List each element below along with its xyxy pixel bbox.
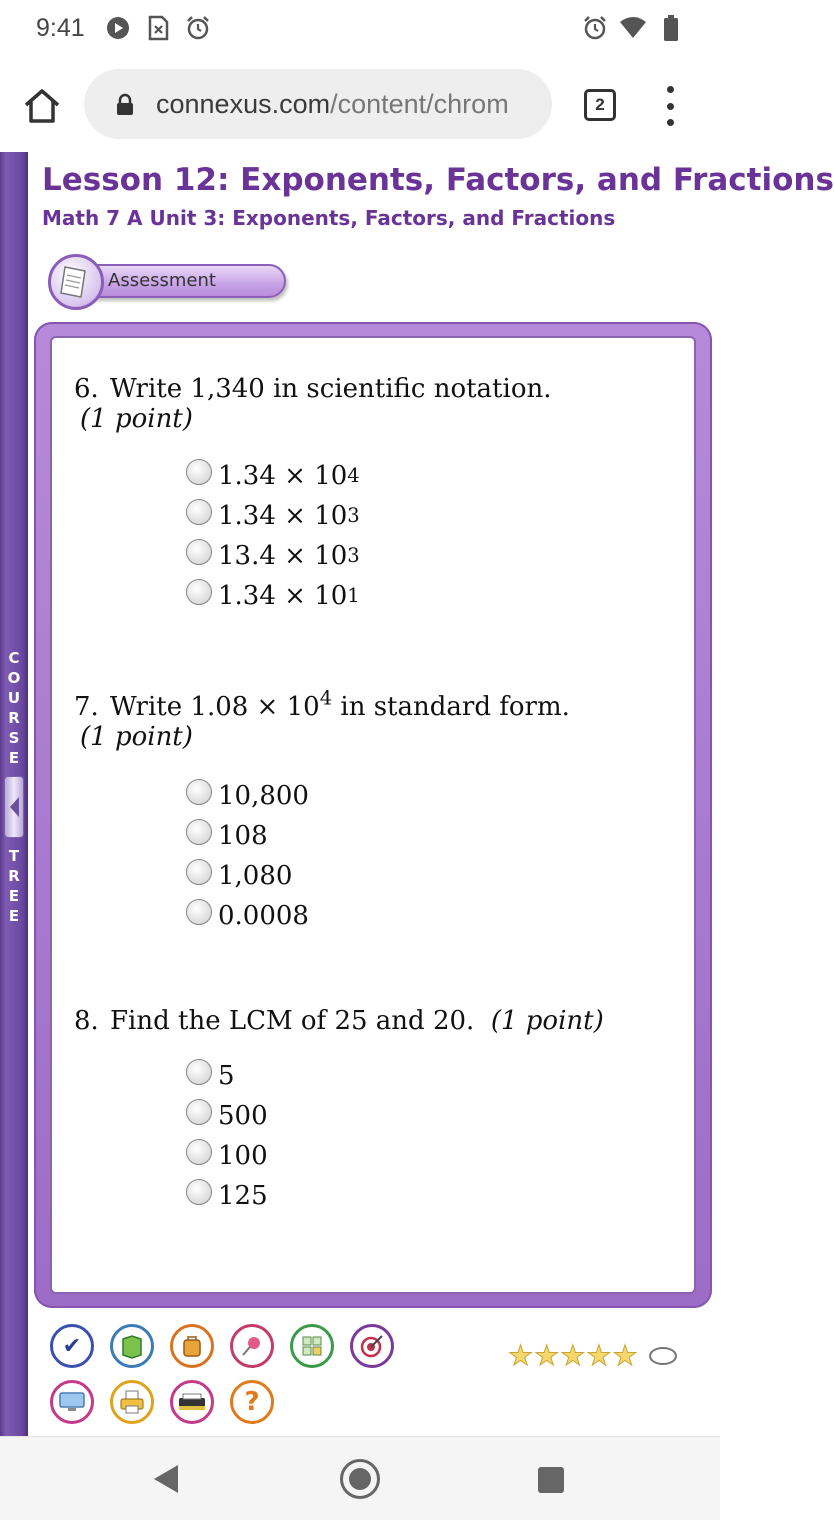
check-tool-icon[interactable]: ✔ xyxy=(50,1324,94,1368)
option-text: 500 xyxy=(218,1101,268,1131)
url-path: /content/chrom xyxy=(330,88,509,119)
question-text: Find the LCM of 25 and 20. xyxy=(110,1006,475,1036)
wifi-icon xyxy=(620,15,646,41)
star-icon[interactable]: ★ xyxy=(586,1339,612,1372)
star-icon[interactable]: ★ xyxy=(534,1339,560,1372)
option-text: 100 xyxy=(218,1141,268,1171)
battery-icon xyxy=(658,15,684,41)
answer-option[interactable] xyxy=(186,1096,268,1136)
alarm-icon xyxy=(582,15,608,41)
option-base: 13.4 × 10 xyxy=(218,541,348,571)
question-text-after: in standard form. xyxy=(332,692,570,722)
menu-dot xyxy=(667,119,674,126)
question-exponent: 4 xyxy=(319,686,333,710)
radio-button[interactable] xyxy=(186,1179,212,1205)
status-bar xyxy=(0,0,720,56)
star-icon[interactable]: ★ xyxy=(560,1339,586,1372)
radio-button[interactable] xyxy=(186,1139,212,1165)
tree-letter: T xyxy=(8,847,20,865)
arrow-left-icon xyxy=(8,796,20,818)
assessment-tab[interactable] xyxy=(48,254,288,310)
tree-letter: E xyxy=(8,749,20,767)
tree-letter: R xyxy=(8,709,20,727)
radio-button[interactable] xyxy=(186,499,212,525)
lesson-title: Lesson 12: Exponents, Factors, and Fractions xyxy=(42,162,834,198)
tree-letter: R xyxy=(8,867,20,885)
answer-option[interactable] xyxy=(186,856,309,896)
target-tool-icon[interactable] xyxy=(350,1324,394,1368)
question-7 xyxy=(74,686,570,752)
radio-button[interactable] xyxy=(186,459,212,485)
recent-apps-icon[interactable] xyxy=(538,1467,564,1493)
tree-letter: E xyxy=(8,907,20,925)
radio-button[interactable] xyxy=(186,859,212,885)
question-8 xyxy=(74,1006,604,1036)
system-navigation-bar xyxy=(0,1436,720,1520)
radio-button[interactable] xyxy=(186,819,212,845)
option-text: 1,080 xyxy=(218,861,293,891)
question-8-options xyxy=(186,1056,268,1216)
question-number: 7. xyxy=(74,692,99,722)
overflow-menu-button[interactable] xyxy=(660,86,680,126)
help-tool-icon[interactable]: ? xyxy=(230,1380,274,1424)
question-text: Write 1.08 × 10 xyxy=(110,692,320,722)
question-number: 6. xyxy=(74,374,99,404)
option-base: 1.34 × 10 xyxy=(218,581,348,611)
answer-option[interactable] xyxy=(186,1136,268,1176)
play-circle-icon xyxy=(105,15,131,41)
menu-dot xyxy=(667,86,674,93)
back-icon[interactable] xyxy=(154,1465,178,1493)
url-text xyxy=(156,89,509,120)
sim-x-icon xyxy=(145,15,171,41)
answer-option[interactable]: 1.34 × 10 3 xyxy=(186,496,360,536)
course-tree-toggle[interactable] xyxy=(4,776,24,838)
answer-option[interactable] xyxy=(186,776,309,816)
option-text: 0.0008 xyxy=(218,901,309,931)
option-text: 125 xyxy=(218,1181,268,1211)
scanner-tool-icon[interactable] xyxy=(170,1380,214,1424)
tree-letter: S xyxy=(8,729,20,747)
radio-button[interactable] xyxy=(186,899,212,925)
answer-option[interactable] xyxy=(186,896,309,936)
tree-letter: U xyxy=(7,689,21,707)
question-number: 8. xyxy=(74,1006,99,1036)
answer-option[interactable] xyxy=(186,816,309,856)
backpack-tool-icon[interactable] xyxy=(170,1324,214,1368)
question-panel xyxy=(50,336,696,1294)
option-text: 10,800 xyxy=(218,781,309,811)
star-icon[interactable]: ★ xyxy=(612,1339,638,1372)
question-6 xyxy=(74,374,551,434)
status-time: 9:41 xyxy=(36,13,85,42)
answer-option[interactable] xyxy=(186,1176,268,1216)
tree-letter: O xyxy=(7,669,21,687)
tree-letter: E xyxy=(8,887,20,905)
answer-option[interactable] xyxy=(186,1056,268,1096)
monitor-tool-icon[interactable] xyxy=(50,1380,94,1424)
assessment-label: Assessment xyxy=(108,270,216,291)
home-icon xyxy=(22,86,62,126)
course-tree-label xyxy=(0,648,28,926)
radio-button[interactable] xyxy=(186,579,212,605)
browser-toolbar xyxy=(0,56,720,152)
rating-stars xyxy=(508,1339,677,1372)
option-base: 1.34 × 10 xyxy=(218,501,348,531)
radio-button[interactable] xyxy=(186,539,212,565)
question-points: (1 point) xyxy=(80,404,193,434)
answer-option[interactable]: 1.34 × 10 4 xyxy=(186,456,360,496)
alarm-icon xyxy=(185,15,211,41)
radio-button[interactable] xyxy=(186,1059,212,1085)
assessment-paper-icon xyxy=(48,254,104,310)
lesson-subtitle: Math 7 A Unit 3: Exponents, Factors, and Fractions xyxy=(42,206,616,230)
question-points: (1 point) xyxy=(80,722,193,752)
radio-button[interactable] xyxy=(186,1099,212,1125)
lock-icon xyxy=(114,93,136,115)
page-content xyxy=(0,152,834,1436)
url-domain: connexus.com xyxy=(156,88,331,119)
grid-tool-icon[interactable] xyxy=(290,1324,334,1368)
course-tree-sidebar[interactable] xyxy=(0,152,28,1436)
radio-button[interactable] xyxy=(186,779,212,805)
comment-bubble-icon[interactable] xyxy=(649,1347,677,1365)
printer-tool-icon[interactable] xyxy=(110,1380,154,1424)
option-text: 108 xyxy=(218,821,268,851)
pin-tool-icon[interactable] xyxy=(230,1324,274,1368)
option-base: 1.34 × 10 xyxy=(218,461,348,491)
tab-switcher-button[interactable]: 2 xyxy=(584,89,616,121)
answer-option[interactable]: 1.34 × 10 1 xyxy=(186,576,360,616)
book-tool-icon[interactable] xyxy=(110,1324,154,1368)
home-circle-icon[interactable] xyxy=(340,1459,380,1499)
option-text: 5 xyxy=(218,1061,235,1091)
menu-dot xyxy=(667,103,674,110)
question-6-options xyxy=(186,456,360,616)
question-7-options xyxy=(186,776,309,936)
address-bar[interactable] xyxy=(84,69,552,139)
tree-letter: C xyxy=(8,649,20,667)
assessment-frame xyxy=(34,322,712,1308)
home-button[interactable] xyxy=(22,86,62,126)
question-points: (1 point) xyxy=(490,1006,604,1036)
answer-option[interactable]: 13.4 × 10 3 xyxy=(186,536,360,576)
question-text: Write 1,340 in scientific notation. xyxy=(110,374,552,404)
star-icon[interactable]: ★ xyxy=(508,1339,534,1372)
